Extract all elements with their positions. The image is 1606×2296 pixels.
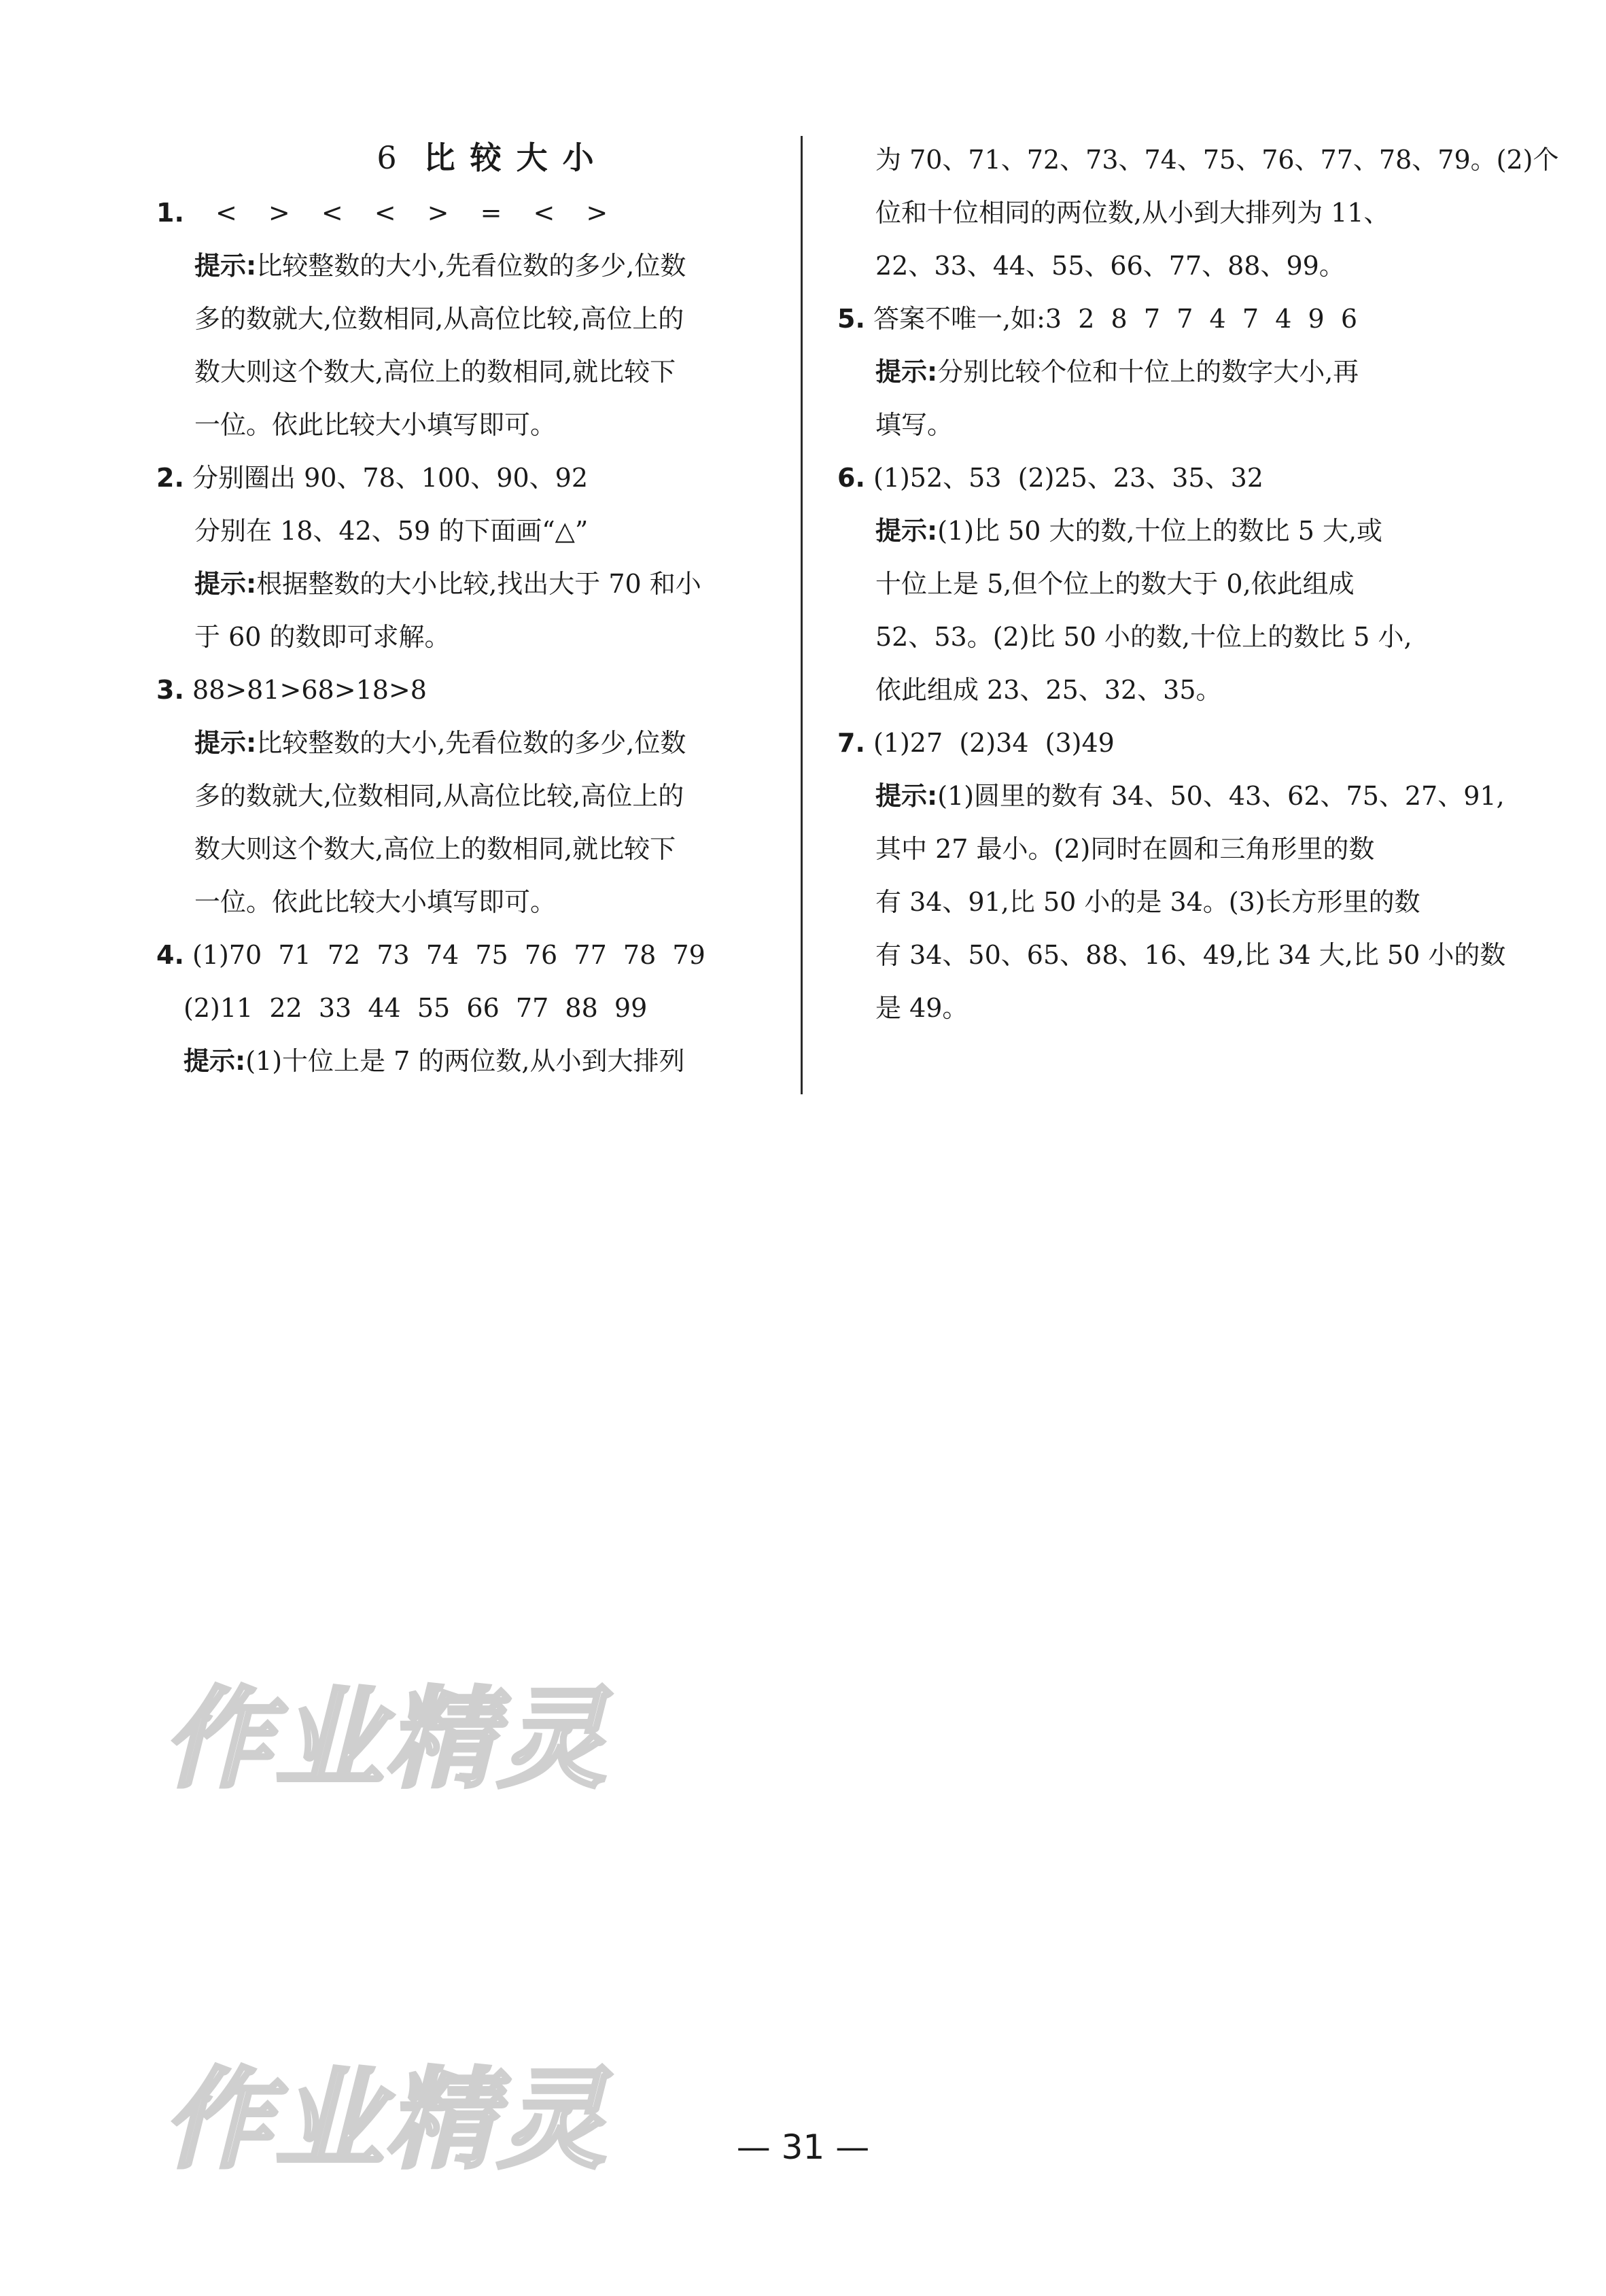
text-line (156, 451, 788, 504)
line-text: 52、53。(2)比 50 小的数,十位上的数比 5 小, (875, 622, 1412, 652)
line-text: 为 70、71、72、73、74、75、76、77、78、79。(2)个 (875, 145, 1559, 175)
text-line (837, 133, 1559, 186)
text-line (156, 663, 788, 716)
text-line (837, 663, 1469, 716)
text-line (837, 451, 1469, 504)
text-line (837, 557, 1469, 610)
title-number: 6 (377, 139, 397, 176)
question-number: 1. (156, 198, 184, 228)
right-column (837, 133, 1559, 1034)
line-text: (1)27 (2)34 (3)49 (873, 728, 1115, 758)
hint-label: 提示: (194, 569, 257, 599)
line-text: (1)十位上是 7 的两位数,从小到大排列 (245, 1046, 685, 1076)
page-title (197, 129, 788, 186)
question-number: 3. (156, 675, 184, 705)
question-number: 6. (837, 463, 865, 493)
line-text: (1)圆里的数有 34、50、43、62、75、27、91, (937, 781, 1505, 811)
question-number: 2. (156, 463, 184, 493)
line-text: 比较整数的大小,先看位数的多少,位数 (256, 251, 686, 281)
hint-label: 提示: (875, 516, 938, 546)
text-line (837, 398, 1469, 451)
text-line (156, 239, 788, 292)
line-text: 多的数就大,位数相同,从高位比较,高位上的 (194, 781, 684, 811)
line-text: 88>81>68>18>8 (192, 675, 427, 705)
line-text: 根据整数的大小比较,找出大于 70 和小 (256, 569, 701, 599)
column-divider (801, 136, 803, 1094)
line-text: 分别在 18、42、59 的下面画“△” (194, 516, 589, 546)
text-line (156, 504, 788, 557)
line-text: 于 60 的数即可求解。 (194, 622, 451, 652)
right-column-wrap (837, 133, 1559, 1034)
line-text: 数大则这个数大,高位上的数相同,就比较下 (194, 357, 676, 387)
text-line (837, 345, 1469, 398)
text-line (837, 769, 1505, 822)
line-text: 分别圈出 90、78、100、90、92 (192, 463, 589, 493)
question-number: 4. (156, 940, 184, 970)
line-text: 22、33、44、55、66、77、88、99。 (875, 251, 1345, 281)
text-line (837, 716, 1469, 769)
line-text: 答案不唯一,如:3 2 8 7 7 4 7 4 9 6 (873, 304, 1358, 334)
line-text: 依此组成 23、25、32、35。 (875, 675, 1222, 705)
hint-label: 提示: (194, 728, 257, 758)
text-line (156, 292, 788, 345)
page-number: — 31 — (736, 2127, 870, 2167)
line-text: 有 34、50、65、88、16、49,比 34 大,比 50 小的数 (875, 940, 1506, 970)
text-line (837, 610, 1469, 663)
line-text: 有 34、91,比 50 小的是 34。(3)长方形里的数 (875, 887, 1420, 917)
text-line (837, 186, 1469, 239)
text-line (156, 981, 788, 1034)
hint-label: 提示: (875, 357, 938, 387)
text-line (156, 769, 788, 822)
line-text: (2)11 22 33 44 55 66 77 88 99 (184, 993, 648, 1023)
text-line (837, 875, 1469, 928)
text-line (156, 610, 788, 663)
title-text: 比较大小 (423, 139, 609, 176)
text-line (837, 292, 1469, 345)
text-line (156, 186, 788, 239)
text-line (837, 981, 1469, 1034)
line-text: 一位。依此比较大小填写即可。 (194, 887, 557, 917)
watermark-logo: 作业精灵 (163, 1675, 610, 1803)
line-text: (1)52、53 (2)25、23、35、32 (873, 463, 1263, 493)
text-line (156, 822, 788, 875)
question-number: 5. (837, 304, 865, 334)
line-text: 多的数就大,位数相同,从高位比较,高位上的 (194, 304, 684, 334)
line-text: < > < < > = < > (215, 198, 608, 228)
text-line (156, 1034, 788, 1088)
watermark-logo: 作业精灵 (163, 2056, 610, 2183)
text-line (837, 239, 1469, 292)
line-text: 一位。依此比较大小填写即可。 (194, 410, 557, 440)
text-line (156, 398, 788, 451)
line-text: 其中 27 最小。(2)同时在圆和三角形里的数 (875, 834, 1375, 864)
question-number: 7. (837, 728, 865, 758)
line-text: (1)比 50 大的数,十位上的数比 5 大,或 (937, 516, 1383, 546)
line-text: 分别比较个位和十位上的数字大小,再 (937, 357, 1359, 387)
text-line (156, 716, 788, 769)
text-line (156, 928, 788, 981)
hint-label: 提示: (194, 251, 257, 281)
line-text: 填写。 (875, 410, 954, 440)
text-line (837, 928, 1506, 981)
text-line (156, 557, 788, 610)
text-line (837, 822, 1469, 875)
line-text: 比较整数的大小,先看位数的多少,位数 (256, 728, 686, 758)
line-text: 是 49。 (875, 993, 968, 1023)
line-text: (1)70 71 72 73 74 75 76 77 78 79 (192, 940, 705, 970)
hint-label: 提示: (184, 1046, 246, 1076)
line-text: 数大则这个数大,高位上的数相同,就比较下 (194, 834, 676, 864)
section-title (156, 129, 788, 1088)
line-text: 位和十位相同的两位数,从小到大排列为 11、 (875, 198, 1390, 228)
hint-label: 提示: (875, 781, 938, 811)
left-column (156, 186, 788, 1088)
line-text: 十位上是 5,但个位上的数大于 0,依此组成 (875, 569, 1355, 599)
text-line (156, 875, 788, 928)
text-line (156, 345, 788, 398)
text-line (837, 504, 1469, 557)
